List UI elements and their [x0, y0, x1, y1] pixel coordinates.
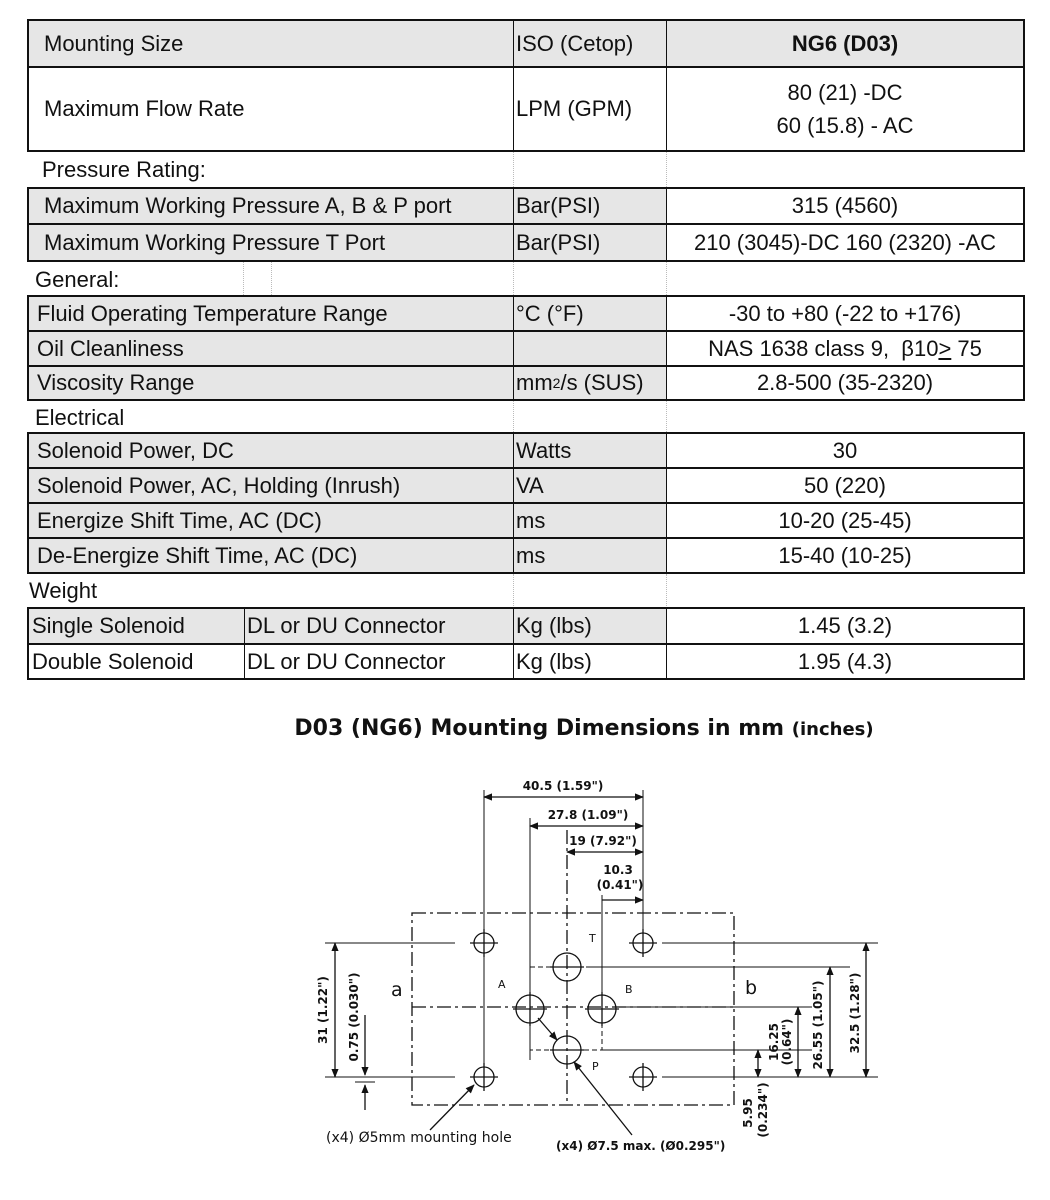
sol-ac-unit: VA — [513, 467, 666, 504]
row-solenoid-ac — [27, 467, 1025, 504]
side-b-label: b — [745, 977, 758, 999]
port-a-label: A — [498, 978, 506, 991]
sol-ac-value: 50 (220) — [666, 467, 1025, 504]
dim-19: 19 (7.92") — [569, 834, 637, 848]
general-divider-b — [271, 262, 513, 297]
row-solenoid-dc — [27, 432, 1025, 469]
row-mounting-size — [27, 19, 1025, 68]
max-flow-value — [666, 66, 1025, 152]
figure-title-unit: (inches) — [791, 719, 874, 740]
pressure-divider-1 — [513, 152, 666, 187]
pressure-divider-2 — [666, 152, 1025, 187]
mounting-size-value: NG6 (D03) — [666, 19, 1025, 68]
deenergize-unit: ms — [513, 537, 666, 574]
row-double-solenoid — [27, 643, 1025, 680]
dim-5-95-b: (0.234") — [756, 1082, 770, 1138]
mounting-size-unit: ISO (Cetop) — [513, 19, 666, 68]
viscosity-unit-sup: 2 — [552, 375, 561, 391]
row-viscosity — [27, 365, 1025, 401]
double-value: 1.95 (4.3) — [666, 643, 1025, 680]
max-flow-dc: 80 (21) -DC — [787, 80, 903, 105]
pressure-abp-unit: Bar(PSI) — [513, 187, 666, 225]
sol-ac-label: Solenoid Power, AC, Holding (Inrush) — [27, 467, 513, 504]
viscosity-unit-base: mm — [516, 370, 553, 395]
port-holes — [513, 953, 619, 1064]
oil-clean-ge: > — [938, 335, 952, 361]
deenergize-value: 15-40 (10-25) — [666, 537, 1025, 574]
single-value: 1.45 (3.2) — [666, 607, 1025, 645]
dim-0-75: 0.75 (0.030") — [347, 972, 361, 1062]
section-pressure — [27, 152, 1025, 187]
mounting-size-label: Mounting Size — [27, 19, 513, 68]
energize-label: Energize Shift Time, AC (DC) — [27, 502, 513, 539]
general-section-label: General: — [35, 266, 120, 292]
row-oil-cleanliness — [27, 330, 1025, 367]
deenergize-label: De-Energize Shift Time, AC (DC) — [27, 537, 513, 574]
port-b-label: B — [625, 983, 633, 996]
energize-unit: ms — [513, 502, 666, 539]
pressure-abp-value: 315 (4560) — [666, 187, 1025, 225]
pressure-t-label: Maximum Working Pressure T Port — [27, 223, 513, 262]
sol-dc-unit: Watts — [513, 432, 666, 469]
max-flow-ac: 60 (15.8) - AC — [776, 113, 914, 138]
general-divider-1 — [513, 262, 666, 297]
electrical-section-label: Electrical — [35, 404, 125, 430]
dim-31: 31 (1.22") — [316, 976, 330, 1044]
figure-title-main: D03 (NG6) Mounting Dimensions in mm — [294, 716, 792, 741]
sol-dc-value: 30 — [666, 432, 1025, 469]
dim-5-95-a: 5.95 — [741, 1098, 755, 1128]
oil-clean-prefix: NAS 1638 class 9, β10 — [708, 335, 939, 361]
energize-value: 10-20 (25-45) — [666, 502, 1025, 539]
dim-10-3-b: (0.41") — [596, 878, 644, 892]
electrical-divider-1 — [513, 401, 666, 434]
section-general — [27, 262, 1025, 297]
sol-dc-label: Solenoid Power, DC — [27, 432, 513, 469]
max-flow-label: Maximum Flow Rate — [27, 66, 513, 152]
double-label: Double Solenoid — [27, 643, 244, 680]
pressure-abp-label: Maximum Working Pressure A, B & P port — [27, 187, 513, 225]
viscosity-unit-rest: /s (SUS) — [560, 370, 644, 395]
figure-title — [0, 716, 1050, 741]
viscosity-value: 2.8-500 (35-2320) — [666, 365, 1025, 401]
pressure-t-value: 210 (3045)-DC 160 (2320) -AC — [666, 223, 1025, 262]
dim-32-5: 32.5 (1.28") — [848, 972, 862, 1054]
single-unit: Kg (lbs) — [513, 607, 666, 645]
dim-16-25-b: (0.64") — [780, 1018, 794, 1066]
fluid-temp-value: -30 to +80 (-22 to +176) — [666, 295, 1025, 332]
weight-divider-1 — [513, 574, 666, 608]
fluid-temp-unit: °C (°F) — [513, 295, 666, 332]
row-deenergize — [27, 537, 1025, 574]
viscosity-unit — [513, 365, 666, 401]
oil-clean-label: Oil Cleanliness — [27, 330, 513, 367]
mounting-drawing — [300, 770, 900, 1170]
pressure-section-label: Pressure Rating: — [42, 156, 206, 182]
section-weight — [27, 574, 1025, 608]
viscosity-label: Viscosity Range — [27, 365, 513, 401]
single-label: Single Solenoid — [27, 607, 244, 645]
dim-10-3-a: 10.3 — [603, 863, 633, 877]
weight-divider-2 — [666, 574, 1025, 608]
plate-outline — [412, 913, 734, 1105]
general-divider-a — [243, 262, 271, 297]
row-max-flow — [27, 66, 1025, 152]
port-t-label: T — [589, 932, 596, 945]
port-p-label: P — [592, 1060, 599, 1073]
electrical-divider-2 — [666, 401, 1025, 434]
double-unit: Kg (lbs) — [513, 643, 666, 680]
weight-section-label: Weight — [29, 578, 98, 603]
section-electrical — [27, 401, 1025, 434]
side-a-label: a — [391, 979, 403, 1001]
row-pressure-t — [27, 223, 1025, 262]
oil-clean-value — [666, 330, 1025, 367]
double-connector: DL or DU Connector — [244, 643, 513, 680]
row-fluid-temp — [27, 295, 1025, 332]
dim-27-8: 27.8 (1.09") — [547, 808, 629, 822]
oil-clean-unit — [513, 330, 666, 367]
dim-40-5: 40.5 (1.59") — [522, 779, 604, 793]
oil-clean-suffix: 75 — [951, 335, 982, 361]
row-energize — [27, 502, 1025, 539]
pressure-t-unit: Bar(PSI) — [513, 223, 666, 262]
note-port-hole: (x4) Ø7.5 max. (Ø0.295") — [556, 1139, 726, 1153]
fluid-temp-label: Fluid Operating Temperature Range — [27, 295, 513, 332]
single-connector: DL or DU Connector — [244, 607, 513, 645]
note-mounting-hole: (x4) Ø5mm mounting hole — [326, 1130, 512, 1146]
dim-16-25-a: 16.25 — [767, 1023, 781, 1061]
dim-26-55: 26.55 (1.05") — [811, 980, 825, 1070]
row-pressure-abp — [27, 187, 1025, 225]
max-flow-unit: LPM (GPM) — [513, 66, 666, 152]
general-divider-2 — [666, 262, 1025, 297]
row-single-solenoid — [27, 607, 1025, 645]
